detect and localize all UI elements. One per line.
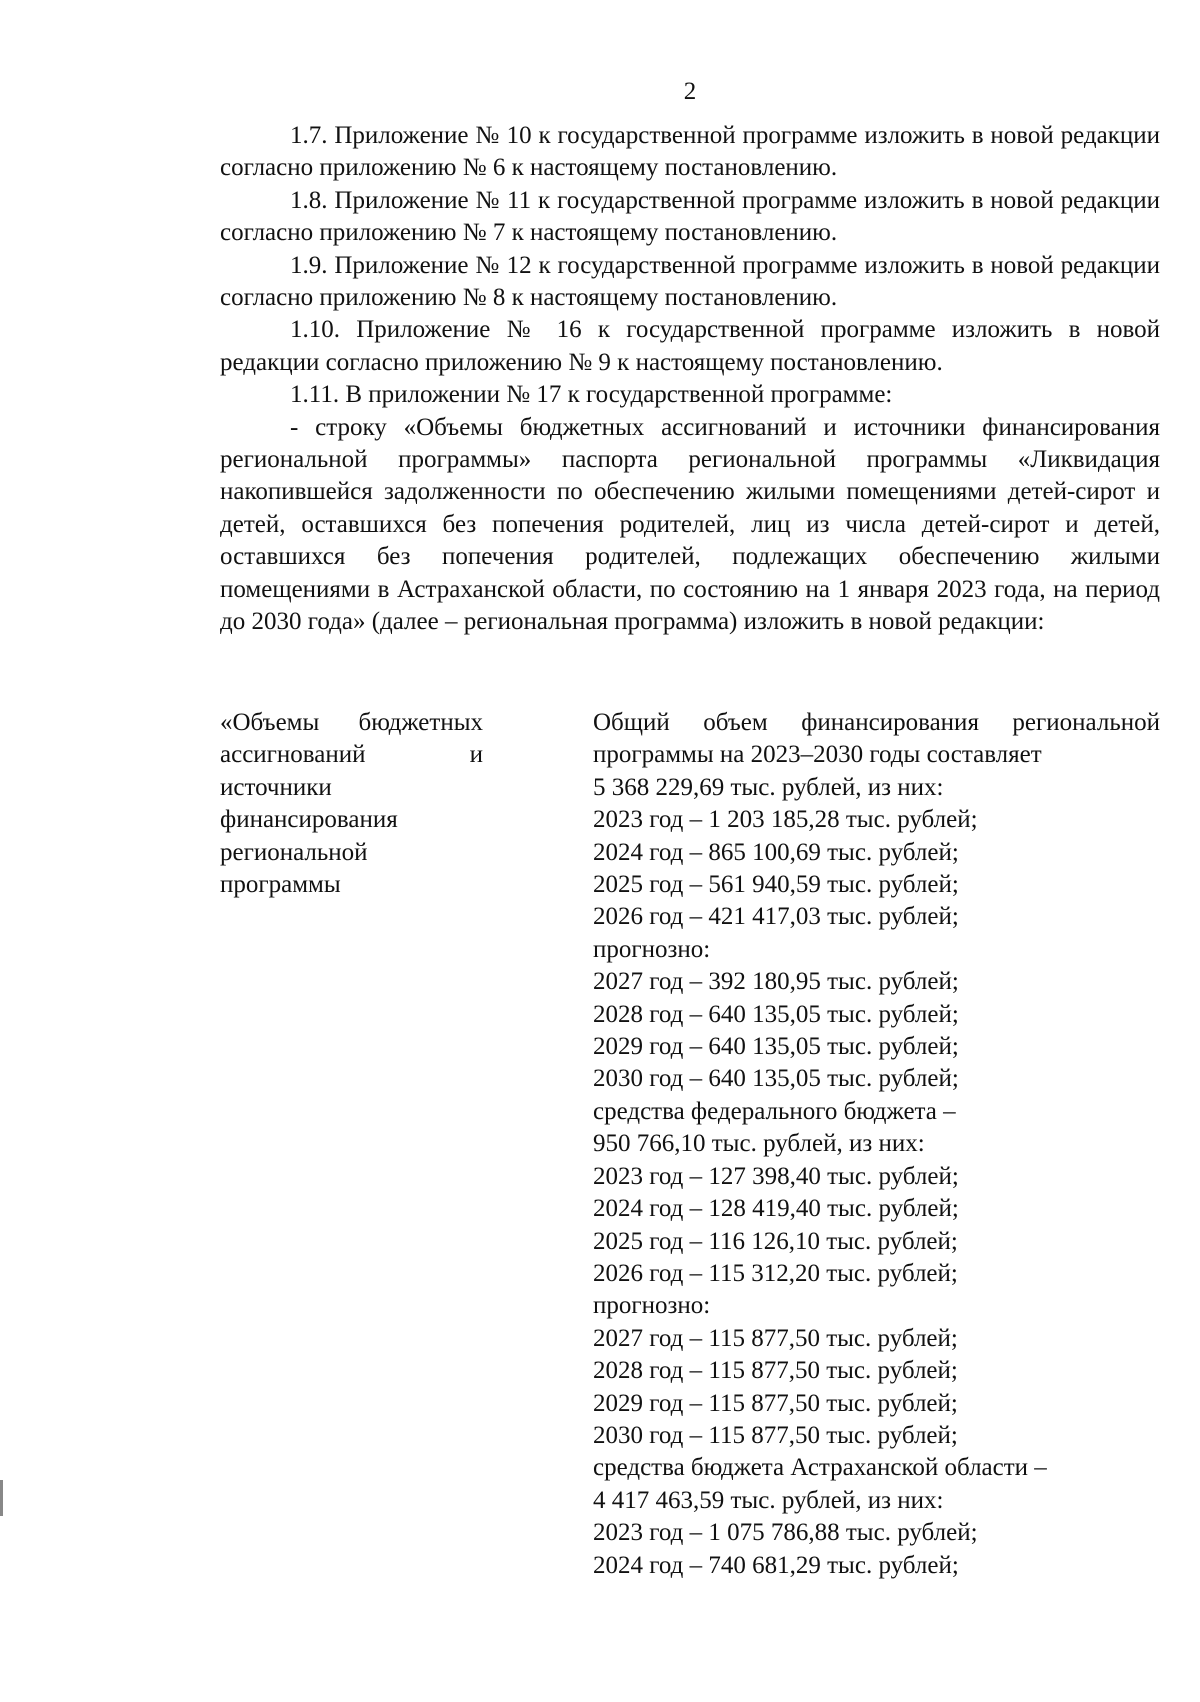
financing-line: 950 766,10 тыс. рублей, из них: xyxy=(593,1130,925,1158)
financing-line: 2026 год – 115 312,20 тыс. рублей; xyxy=(593,1259,958,1287)
financing-line: 2029 год – 640 135,05 тыс. рублей; xyxy=(593,1033,959,1061)
financing-line: 2026 год – 421 417,03 тыс. рублей; xyxy=(593,903,959,931)
financing-line: 2030 год – 640 135,05 тыс. рублей; xyxy=(593,1065,959,1093)
paragraph-1-8: 1.8. Приложение № 11 к государственной программе изложить в новой редакции согласно приложению № 7 к настоящему постановлению. xyxy=(220,186,1160,247)
financing-line: 2024 год – 128 419,40 тыс. рублей; xyxy=(593,1195,959,1223)
paragraph-1-10: 1.10. Приложение № 16 к государственной программе изложить в новой редакции согласно приложению № 9 к настоящему постановлению. xyxy=(220,316,1160,376)
financing-line: 2023 год – 1 203 185,28 тыс. рублей; xyxy=(593,806,978,834)
financing-line: 2028 год – 115 877,50 тыс. рублей; xyxy=(593,1357,958,1385)
page-number: 2 xyxy=(683,78,697,105)
financing-line: 2024 год – 865 100,69 тыс. рублей; xyxy=(593,838,959,866)
document-body xyxy=(220,120,1160,639)
financing-line: 2024 год – 740 681,29 тыс. рублей; xyxy=(593,1551,959,1579)
financing-line: 2025 год – 561 940,59 тыс. рублей; xyxy=(593,871,959,899)
financing-line: прогнозно: xyxy=(593,1292,711,1320)
financing-line: 2029 год – 115 877,50 тыс. рублей; xyxy=(593,1389,958,1417)
scan-edge-mark xyxy=(0,1480,3,1516)
financing-line: прогнозно: xyxy=(593,935,711,963)
paragraph-row-replacement: - строку «Объемы бюджетных ассигнований и источники финансирования региональной программы» паспорта региональной программы «Ликвидация накопившейся задолженности по обеспечению жилыми помещениями детей-сирот и детей, оставшихся без попечения родителей, лиц из числа детей-сирот и детей, оставшихся без попечения родителей, подлежащих обеспечению жилыми помещениями в Астраханской области, по состоянию на 1 января 2023 года, на период до 2030 года» (далее – региональная программа) изложить в новой редакции: xyxy=(220,413,1160,636)
financing-line: 5 368 229,69 тыс. рублей, из них: xyxy=(593,773,944,801)
financing-line: 2027 год – 115 877,50 тыс. рублей; xyxy=(593,1324,958,1352)
financing-line: средства федерального бюджета – xyxy=(593,1097,956,1125)
financing-line: средства бюджета Астраханской области – xyxy=(593,1454,1047,1482)
paragraph-1-7: 1.7. Приложение № 10 к государственной программе изложить в новой редакции согласно приложению № 6 к настоящему постановлению. xyxy=(220,122,1160,182)
financing-intro: Общий объем финансирования региональной программы на 2023–2030 годы составляет xyxy=(593,709,1160,769)
passport-row-label: «Объемы бюджетных ассигнований и источники финансирования региональной программы xyxy=(220,709,483,899)
paragraph-1-11: 1.11. В приложении № 17 к государственной программе: xyxy=(290,381,893,409)
financing-line: 2025 год – 116 126,10 тыс. рублей; xyxy=(593,1227,958,1255)
financing-lines xyxy=(593,772,1160,1582)
financing-line: 2023 год – 127 398,40 тыс. рублей; xyxy=(593,1162,959,1190)
financing-line: 4 417 463,59 тыс. рублей, из них: xyxy=(593,1486,944,1514)
financing-line: 2027 год – 392 180,95 тыс. рублей; xyxy=(593,968,959,996)
financing-line: 2030 год – 115 877,50 тыс. рублей; xyxy=(593,1421,958,1449)
passport-row-value xyxy=(593,707,1160,1582)
financing-line: 2028 год – 640 135,05 тыс. рублей; xyxy=(593,1000,959,1028)
financing-line: 2023 год – 1 075 786,88 тыс. рублей; xyxy=(593,1519,978,1547)
paragraph-1-9: 1.9. Приложение № 12 к государственной программе изложить в новой редакции согласно приложению № 8 к настоящему постановлению. xyxy=(220,251,1160,312)
